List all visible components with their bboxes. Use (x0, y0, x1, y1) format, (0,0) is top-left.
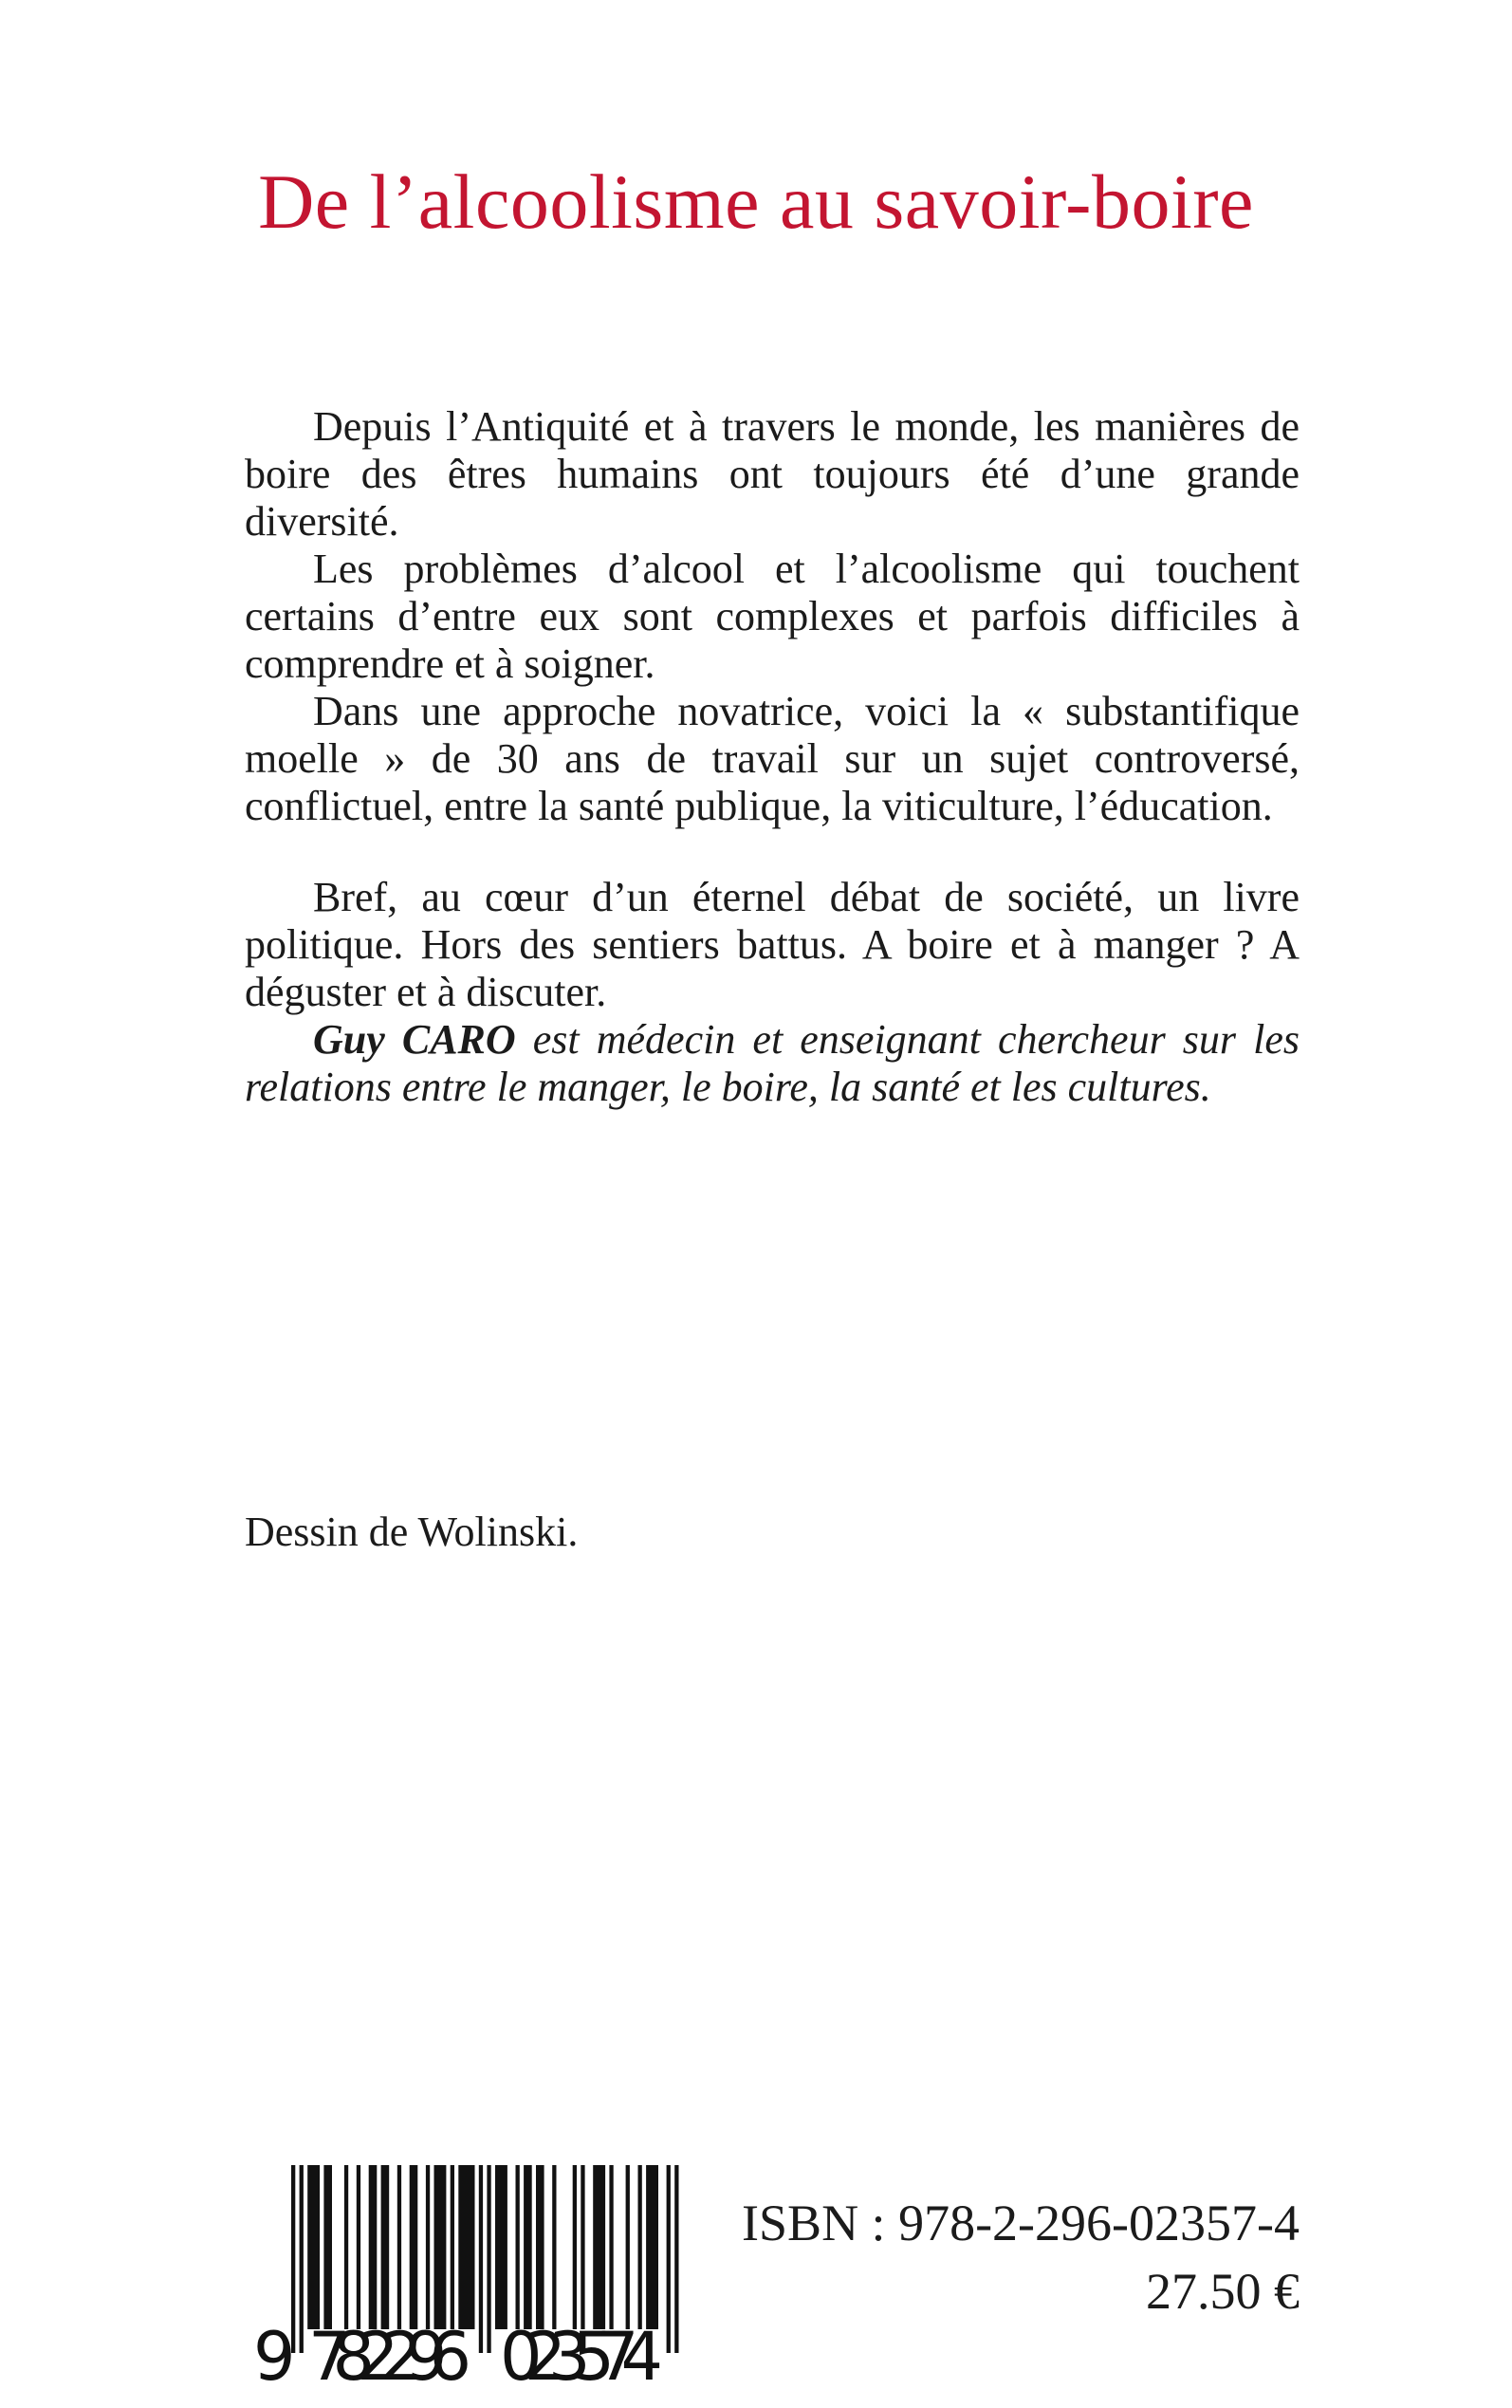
author-bio-text: est médecin et enseignant chercheur sur les relations entre le manger, le boire, la santé et les cultures. (245, 1016, 1300, 1110)
barcode-digits-left: 782296 (308, 2318, 471, 2385)
blurb-paragraph: Depuis l’Antiquité et à travers le monde, les manières de boire des êtres humains ont toujours été d’une grande diversité. (245, 403, 1300, 545)
blurb-paragraph: Dans une approche novatrice, voici la « substantifique moelle » de 30 ans de travail sur un sujet controversé, conflictuel, entre la santé publique, la viticulture, l’éducation. (245, 688, 1300, 829)
blurb-paragraph: Les problèmes d’alcool et l’alcoolisme qui touchent certains d’entre eux sont complexes et parfois difficiles à comprendre et à soigner. (245, 546, 1300, 687)
price-label: 27.50 € (1146, 2263, 1300, 2320)
barcode-digit-first: 9 (253, 2318, 296, 2385)
ean13-barcode (248, 2165, 684, 2385)
illustration-credit: Dessin de Wolinski. (245, 1509, 579, 1555)
back-cover-blurb (245, 403, 1300, 1111)
author-name: Guy CARO (313, 1016, 516, 1063)
author-bio (245, 1016, 1300, 1111)
blurb-paragraph: Bref, au cœur d’un éternel débat de société, un livre politique. Hors des sentiers battus. A boire et à manger ? A déguster et à discuter. (245, 874, 1300, 1015)
isbn-label: ISBN : 978-2-296-02357-4 (742, 2195, 1300, 2251)
barcode-digits-right: 023574 (500, 2318, 663, 2385)
barcode-bars (248, 2165, 684, 2385)
book-title: De l’alcoolisme au savoir-boire (258, 158, 1254, 245)
